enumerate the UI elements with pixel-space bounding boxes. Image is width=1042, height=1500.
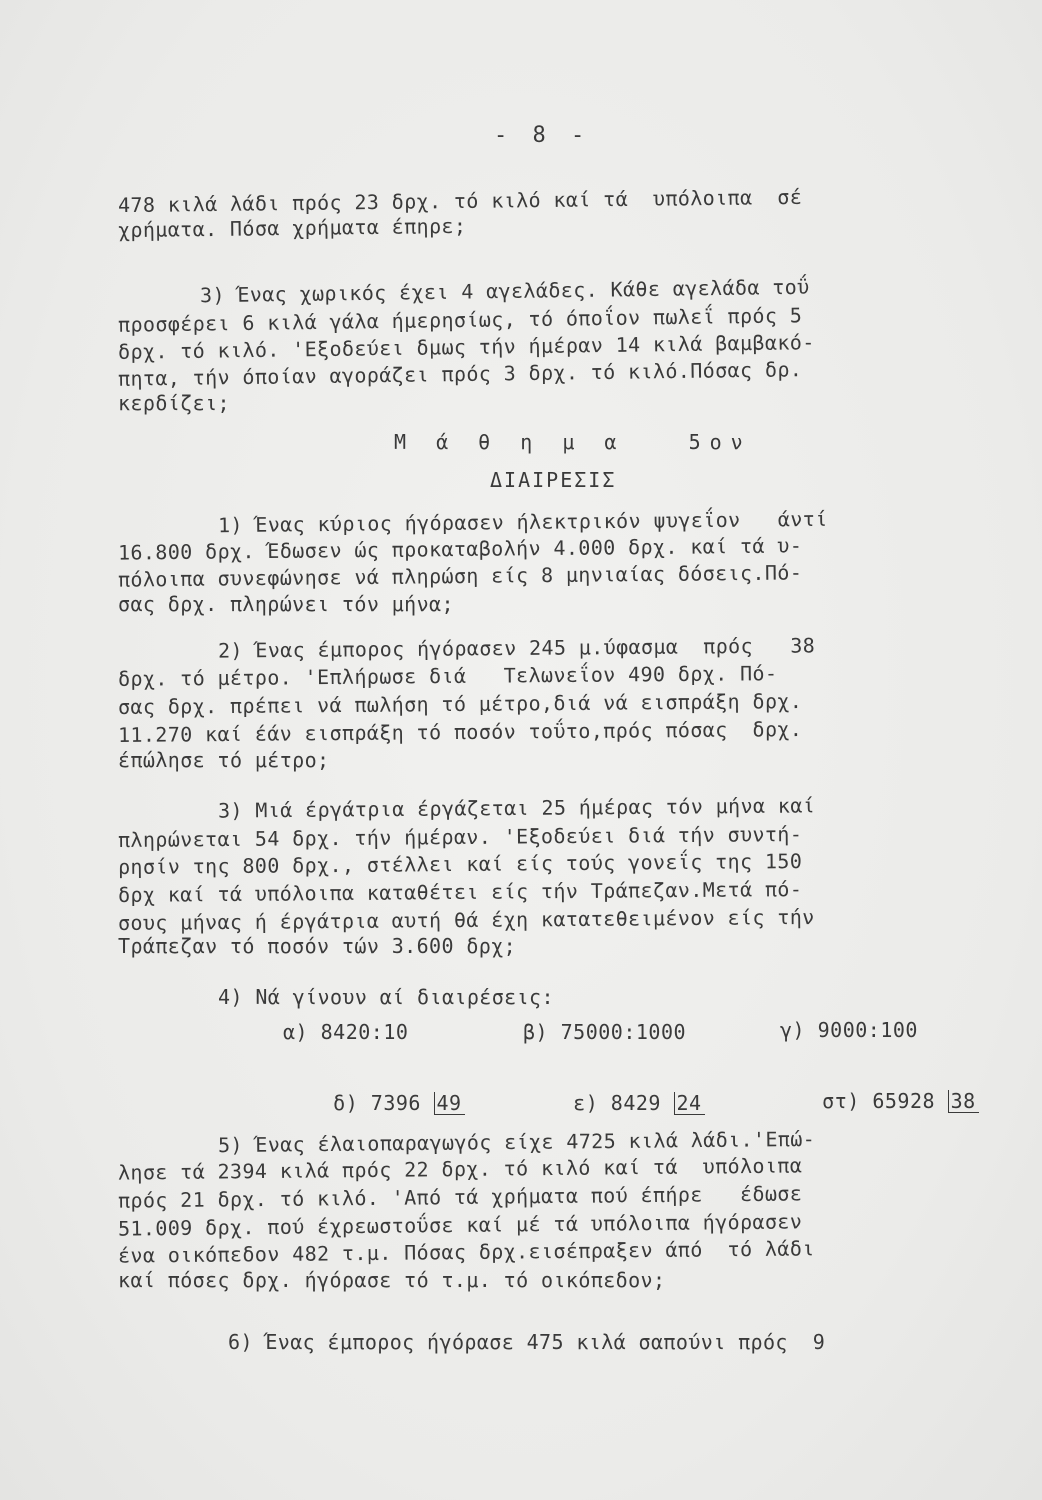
division-st-divisor: 38 xyxy=(948,1090,979,1113)
exercise-3-line: ρησίν της 800 δρχ., στέλλει καί είς τούς γονεΐς της 150 xyxy=(117,849,803,879)
exercise-2-line: 11.270 καί έάν εισπράξη τό ποσόν τοΰτο,πρός πόσας δρχ. xyxy=(117,717,803,747)
section-title: ΔΙΑΙΡΕΣΙΣ xyxy=(490,468,617,492)
problem-3-line: πητα, τήν όποίαν αγοράζει πρός 3 δρχ. τό κιλό.Πόσας δρ. xyxy=(117,357,803,391)
page-number: - 8 - xyxy=(494,123,591,148)
division-e-divisor: 24 xyxy=(674,1092,705,1115)
exercise-3-line: δρχ καί τά υπόλοιπα καταθέτει είς τήν Τράπεζαν.Μετά πό- xyxy=(117,877,803,907)
exercise-1-line: σας δρχ. πληρώνει τόν μήνα; xyxy=(118,592,454,616)
division-b: β) 75000:1000 xyxy=(523,1020,687,1044)
exercise-5-line: 51.009 δρχ. πού έχρεωστοΰσε καί μέ τά υπόλοιπα ήγόρασεν xyxy=(117,1209,803,1241)
division-c: γ) 9000:100 xyxy=(780,1018,918,1042)
division-a: α) 8420:10 xyxy=(283,1020,409,1044)
division-st-dividend: στ) 65928 xyxy=(822,1089,948,1113)
lesson-title: Μ ά θ η μ α 5ον xyxy=(394,430,752,454)
exercise-5-line: πρός 21 δρχ. τό κιλό. 'Από τά χρήματα πού έπήρε έδωσε xyxy=(117,1181,803,1213)
exercise-3-line: 3) Μιά έργάτρια έργάζεται 25 ήμέρας τόν μήνα καί xyxy=(217,793,816,823)
exercise-1-line: πόλοιπα συνεφώνησε νά πληρώση είς 8 μηνιαίας δόσεις.Πό- xyxy=(117,560,803,592)
exercise-3-line: Τράπεζαν τό ποσόν τών 3.600 δρχ; xyxy=(118,934,517,958)
problem-3-line: προσφέρει 6 κιλά γάλα ήμερησίως, τό όποΐον πωλεΐ πρός 5 xyxy=(117,303,803,337)
exercise-2-line: σας δρχ. πρέπει νά πωλήση τό μέτρο,διά νά εισπράξη δρχ. xyxy=(117,689,803,719)
exercise-3-line: σους μήνας ή έργάτρια αυτή θά έχη κατατεθειμένον είς τήν xyxy=(117,904,815,936)
exercise-5-line: 5) Ένας έλαιοπαραγωγός είχε 4725 κιλά λάδι.'Επώ- xyxy=(217,1126,816,1158)
exercise-5-line: λησε τά 2394 κιλά πρός 22 δρχ. τό κιλό καί τά υπόλοιπα xyxy=(117,1153,803,1185)
problem-3-line: κερδίζει; xyxy=(118,391,230,415)
exercise-5-line: ένα οικόπεδον 482 τ.μ. Πόσας δρχ.εισέπραξεν άπό τό λάδι xyxy=(117,1236,815,1268)
intro-line: χρήματα. Πόσα χρήματα έπηρε; xyxy=(117,213,467,243)
division-d xyxy=(283,1067,465,1139)
exercise-1-line: 1) Ένας κύριος ήγόρασεν ήλεκτρικόν ψυγεΐον άντί xyxy=(217,506,828,538)
exercise-2-line: δρχ. τό μέτρο. 'Επλήρωσε διά Τελωνεΐον 490 δρχ. Πό- xyxy=(117,661,778,691)
division-e-dividend: ε) 8429 xyxy=(573,1091,674,1115)
division-d-dividend: δ) 7396 xyxy=(333,1091,434,1115)
exercise-1-line: 16.800 δρχ. Έδωσεν ώς προκαταβολήν 4.000 δρχ. καί τά υ- xyxy=(117,533,803,565)
division-d-divisor: 49 xyxy=(434,1092,465,1115)
problem-3-line: δρχ. τό κιλό. 'Εξοδεύει δμως τήν ήμέραν 14 κιλά βαμβακό- xyxy=(117,330,815,364)
exercise-6-line: 6) Ένας έμπορος ήγόρασε 475 κιλά σαπούνι πρός 9 xyxy=(228,1330,826,1354)
intro-line: 478 κιλά λάδι πρός 23 δρχ. τό κιλό καί τά υπόλοιπα σέ xyxy=(117,184,803,218)
exercise-4-intro: 4) Νά γίνουν αί διαιρέσεις: xyxy=(218,985,554,1009)
exercise-2-line: έπώλησε τό μέτρο; xyxy=(118,748,330,772)
problem-3-line: 3) Ένας χωρικός έχει 4 αγελάδες. Κάθε αγελάδα τοΰ xyxy=(199,274,810,308)
exercise-5-line: καί πόσες δρχ. ήγόρασε τό τ.μ. τό οικόπεδον; xyxy=(118,1268,666,1292)
exercise-2-line: 2) Ένας έμπορος ήγόρασεν 245 μ.ύφασμα πρός 38 xyxy=(217,633,816,663)
exercise-3-line: πληρώνεται 54 δρχ. τήν ήμέραν. 'Εξοδεύει διά τήν συντή- xyxy=(117,822,803,852)
